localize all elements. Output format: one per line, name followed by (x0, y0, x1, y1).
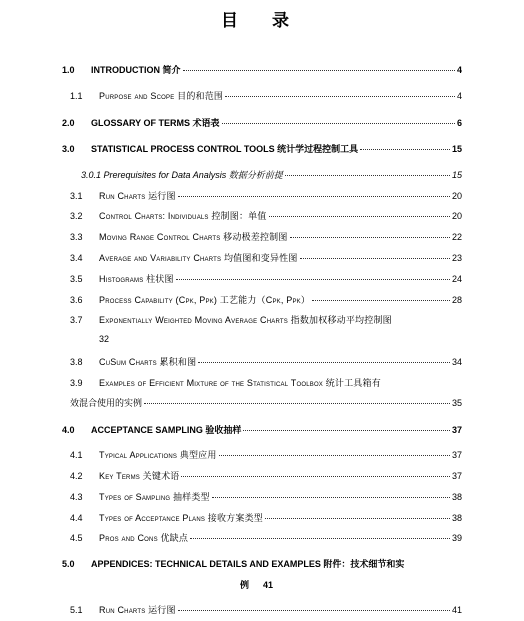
toc-leader-dots (225, 96, 455, 97)
toc-entry-page: 4 (456, 91, 462, 101)
page-title: 目 录 (221, 11, 303, 31)
toc-entry-page: 15 (451, 144, 462, 154)
toc-entry-title: Pros and Cons 优缺点 (99, 533, 189, 543)
toc-entry-page: 35 (451, 398, 462, 408)
toc-leader-dots (219, 455, 450, 456)
toc-entry-number: 4.1 (70, 450, 83, 460)
toc-entry[interactable] (70, 190, 462, 202)
toc-leader-dots (312, 300, 450, 301)
toc-entry-number: 5.0 (62, 559, 75, 569)
toc-leader-dots (178, 196, 450, 197)
toc-entry-number: 3.8 (70, 357, 83, 367)
toc-entry-number: 4.4 (70, 513, 83, 523)
toc-entry-page: 37 (451, 425, 462, 435)
toc-entry-title: APPENDICES: TECHNICAL DETAILS AND EXAMPLES 附件：技术细节和实 (91, 559, 405, 569)
toc-entry-title: 例 (240, 580, 250, 590)
toc-entry-title: Key Terms 关键术语 (99, 471, 180, 481)
toc-leader-dots (269, 216, 450, 217)
toc-leader-dots (183, 70, 455, 71)
toc-entry[interactable] (70, 512, 462, 524)
toc-entry-page: 20 (451, 191, 462, 201)
toc-entry-title: 3.0.1 Prerequisites for Data Analysis 数据分析前提 (81, 170, 283, 180)
toc-entry-number: 3.4 (70, 253, 83, 263)
toc-entry-title: Purpose and Scope 目的和范围 (99, 91, 224, 101)
toc-entry-number: 1.0 (62, 65, 75, 75)
toc-entry-page: 28 (451, 295, 462, 305)
toc-leader-dots (222, 123, 455, 124)
toc-entry-page: 6 (456, 118, 462, 128)
toc-entry-continuation[interactable] (240, 579, 273, 591)
toc-entry[interactable] (70, 90, 462, 102)
toc-entry-page: 22 (451, 232, 462, 242)
toc-entry[interactable] (70, 604, 462, 616)
toc-entry[interactable] (70, 491, 462, 503)
toc-entry-number: 3.6 (70, 295, 83, 305)
toc-entry-number: 3.0 (62, 144, 75, 154)
toc-entry-continuation[interactable] (70, 397, 462, 409)
toc-entry-title: Run Charts 运行图 (99, 191, 176, 201)
toc-entry-title: Histograms 柱状图 (99, 274, 174, 284)
toc-entry[interactable] (62, 143, 462, 155)
toc-entry-number: 3.1 (70, 191, 83, 201)
toc-entry[interactable] (70, 470, 462, 482)
toc-entry-title: ACCEPTANCE SAMPLING 验收抽样 (91, 425, 242, 435)
toc-leader-dots (243, 430, 450, 431)
toc-leader-dots (178, 610, 450, 611)
toc-entry-page: 37 (451, 471, 462, 481)
toc-entry-number: 3.3 (70, 232, 83, 242)
toc-leader-dots (290, 237, 450, 238)
toc-entry-title: Run Charts 运行图 (99, 605, 176, 615)
toc-entry-title: Typical Applications 典型应用 (99, 450, 217, 460)
toc-entry[interactable] (70, 356, 462, 368)
toc-entry-number: 1.1 (70, 91, 83, 101)
toc-leader-dots (285, 175, 450, 176)
toc-entry[interactable] (62, 117, 462, 129)
toc-leader-dots (212, 497, 450, 498)
toc-leader-dots (181, 476, 450, 477)
toc-entry-page: 20 (451, 211, 462, 221)
toc-entry-page: 4 (456, 65, 462, 75)
toc-leader-dots (360, 149, 450, 150)
toc-entry-page: 39 (451, 533, 462, 543)
toc-entry[interactable] (70, 449, 462, 461)
toc-entry-title: Process Capability (Cpk, Ppk) 工艺能力（Cpk, Ppk） (99, 295, 311, 305)
toc-entry-page: 38 (451, 513, 462, 523)
toc-entry-page: 34 (451, 357, 462, 367)
toc-entry[interactable] (81, 169, 462, 181)
toc-leader-dots (144, 403, 450, 404)
toc-entry-title: Control Charts: Individuals 控制图：单值 (99, 211, 267, 221)
toc-entry-page: 38 (451, 492, 462, 502)
toc-entry-number: 3.9 (70, 378, 83, 388)
toc-entry[interactable] (62, 424, 462, 436)
toc-leader-dots (176, 279, 450, 280)
toc-entry-title: 效混合使用的实例 (70, 398, 143, 408)
toc-entry-number: 4.0 (62, 425, 75, 435)
toc-entry-title: Moving Range Control Charts 移动极差控制图 (99, 232, 288, 242)
toc-entry-title: Types of Sampling 抽样类型 (99, 492, 210, 502)
toc-entry-title: Average and Variability Charts 均值图和变异性图 (99, 253, 298, 263)
toc-entry-title: Exponentially Weighted Moving Average Charts 指数加权移动平均控制图 (99, 315, 392, 325)
toc-entry-page: 41 (451, 605, 462, 615)
toc-entry-page: 23 (451, 253, 462, 263)
toc-entry-number: 5.1 (70, 605, 83, 615)
toc-entry[interactable] (70, 377, 462, 389)
toc-entry-number: 3.2 (70, 211, 83, 221)
toc-entry-page: 24 (451, 274, 462, 284)
toc-entry[interactable] (62, 64, 462, 76)
toc-leader-dots (190, 538, 450, 539)
toc-leader-dots (300, 258, 450, 259)
toc-entry-number: 2.0 (62, 118, 75, 128)
toc-entry-title: INTRODUCTION 简介 (91, 65, 181, 75)
toc-leader-dots (198, 362, 450, 363)
toc-entry-page: 37 (451, 450, 462, 460)
toc-entry[interactable] (70, 294, 462, 306)
toc-entry-page: 15 (451, 170, 462, 180)
toc-entry-title: STATISTICAL PROCESS CONTROL TOOLS 统计学过程控制工具 (91, 144, 359, 154)
toc-entry-number: 4.2 (70, 471, 83, 481)
toc-entry-page: 41 (263, 580, 274, 590)
toc-entry[interactable] (70, 273, 462, 285)
toc-entry[interactable] (70, 314, 462, 326)
toc-entry[interactable] (70, 210, 462, 222)
toc-leader-dots (265, 518, 450, 519)
toc-entry-continuation: 32 (99, 334, 110, 344)
toc-entry-number: 3.5 (70, 274, 83, 284)
toc-entry[interactable] (70, 532, 462, 544)
toc-entry-number: 3.7 (70, 315, 83, 325)
toc-entry-number: 4.5 (70, 533, 83, 543)
toc-entry-title: Types of Acceptance Plans 接收方案类型 (99, 513, 263, 523)
toc-entry[interactable] (70, 252, 462, 264)
toc-entry[interactable] (70, 231, 462, 243)
toc-entry-title: CuSum Charts 累积和图 (99, 357, 197, 367)
toc-entry-title: GLOSSARY OF TERMS 术语表 (91, 118, 220, 128)
toc-entry-number: 4.3 (70, 492, 83, 502)
toc-entry-title: Examples of Efficient Mixture of the Statistical Toolbox 统计工具箱有 (99, 378, 381, 388)
toc-entry[interactable] (62, 558, 462, 570)
